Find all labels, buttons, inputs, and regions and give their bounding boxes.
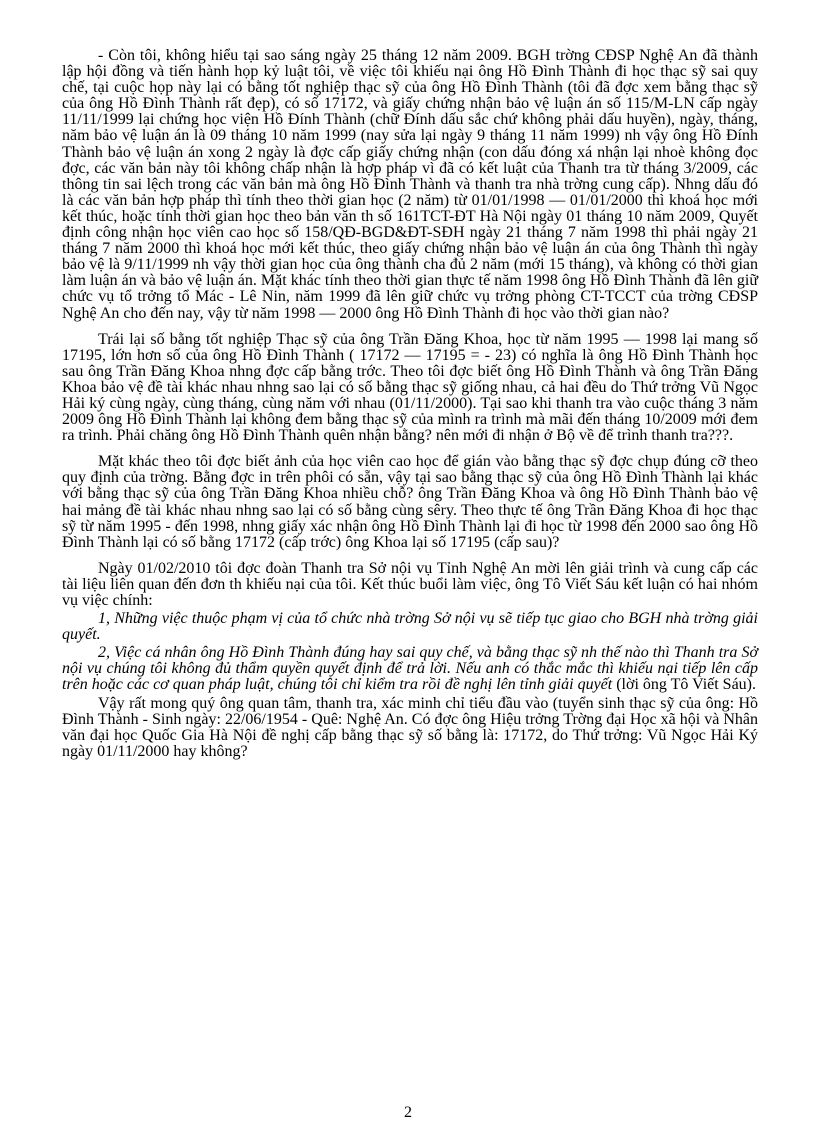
- paragraph-diploma-number: Trái lại số bằng tốt nghiệp Thạc sỹ của ông Trần Đăng Khoa, học từ năm 1995 — 1998 lại mang số 17195, lớn hơn số của ông Hồ Đình Thành ( 17172 — 17195 = - 23) có nghĩa là ông Hồ Đình Thành học sau ông Trần Đăng Khoa nhng đợc cấp bằng trớc. Theo tôi đợc biết ông Hồ Đình Thành và ông Trần Đăng Khoa bảo vệ đề tài khác nhau nhng sao lại có số bằng thạc sỹ giống nhau, cả hai đều do Thứ trởng Vũ Ngọc Hải ký cùng ngày, cùng tháng, cùng năm với nhau (01/11/2000). Tại sao khi thanh tra vào cuộc tháng 3 năm 2009 ông Hồ Đình Thành lại không đem bằng thạc sỹ của mình ra trình mà mãi đến tháng 10/2009 mới đem ra trình. Phải chăng ông Hồ Đình Thành quên nhận bằng? nên mới đi nhận ở Bộ về để trình thanh tra???.: [62, 330, 758, 445]
- conclusion-item-2-attribution: (lời ông Tô Viết Sáu).: [612, 676, 757, 694]
- conclusion-item-2-text: 2, Việc cá nhân ông Hồ Đình Thành đúng hay sai quy chế, và bằng thạc sỹ nh thế nào thì Thanh tra Sở nội vụ chúng tôi không đủ thẩm quyền quyết định để trả lời. Nếu anh có thắc mắc thì khiếu nại tiếp lên cấp trên hoặc các cơ quan pháp luật, chúng tôi chỉ kiểm tra rồi đề nghị lên tỉnh giải quyết: [62, 644, 758, 694]
- paragraph-final-request: Vậy rất mong quý ông quan tâm, thanh tra, xác minh chỉ tiểu đầu vào (tuyển sinh thạc sỹ của ông: Hồ Đình Thành - Sinh ngày: 22/06/1954 - Quê: Nghệ An. Có đợc ông Hiệu trởng Trờng đại Học xã hội và Nhân văn đại học Quốc Gia Hà Nội đề nghị cấp bằng thạc sỹ số bằng là: 17172, do Thứ trởng: Vũ Ngọc Hải Ký ngày 01/11/2000 hay không?: [62, 694, 758, 760]
- conclusion-item-2: [62, 645, 758, 693]
- page-number: 2: [404, 1104, 412, 1121]
- conclusion-item-1: 1, Những việc thuộc phạm vị của tổ chức nhà trờng Sở nội vụ sẽ tiếp tục giao cho BGH nhà trờng giải quyết.: [62, 610, 758, 644]
- paragraph-photo-diploma: Mặt khác theo tôi đợc biết ảnh của học viên cao học để gián vào bằng thạc sỹ đợc chụp đúng cỡ theo quy định của trờng. Bằng đợc in trên phôi có sẵn, vậy tại sao bằng thạc sỹ của ông Hồ Đình Thành lại khác với bằng thạc sỹ của ông Trần Đăng Khoa nhiều chỗ? ông Trần Đăng Khoa và ông Hồ Đình Thành bảo vệ hai mảng đề tài khác nhau nhng sao lại có số bằng cùng sêry. Theo thực tế ông Trần Đăng Khoa đi học thạc sỹ từ năm 1995 - đến 1998, nhng giấy xác nhận ông Hồ Đình Thành lại đi học từ 1998 đến 2000 sao ông Hồ Đình Thành lại có số bằng 17172 (cấp trớc) ông Khoa lại số 17195 (cấp sau)?: [62, 453, 758, 551]
- paragraph-inspection-meeting: Ngày 01/02/2010 tôi đợc đoàn Thanh tra Sở nội vụ Tỉnh Nghệ An mời lên giải trình và cung cấp các tài liệu liên quan đến đơn th khiếu nại của tôi. Kết thúc buổi làm việc, ông Tô Viết Sáu kết luận có hai nhóm vụ việc chính:: [62, 559, 758, 609]
- paragraph-complaint-details: - Còn tôi, không hiểu tại sao sáng ngày 25 tháng 12 năm 2009. BGH trờng CĐSP Nghệ An đã thành lập hội đồng và tiến hành họp kỷ luật tôi, về việc tôi khiếu nại ông Hồ Đình Thành đi học thạc sỹ sai quy chế, tại cuộc họp này lại có bằng tốt nghiệp thạc sỹ của ông Hồ Đình Thành (tôi đã đợc xem bằng thạc sỹ của ông Hồ Đình Thành rất đẹp), có số 17172, và giấy chứng nhận bảo vệ luận án số 115/M-LN cấp ngày 11/11/1999 lại chứng học viện Hồ Đính Thành (chữ Đính dấu sắc chứ không phải dấu huyền), ngày, tháng, năm bảo vệ luận án là 09 tháng 10 năm 1999 (nay sửa lại ngày 9 tháng 11 năm 1999) nh vậy ông Hồ Đính Thành bảo vệ luận án xong 2 ngày là đợc cấp giấy chứng nhận (con dấu đóng xá nhận lại nhoè không đọc đợc, các văn bản này tôi không chấp nhận là hợp pháp vì đã có kết luật của Thanh tra từ tháng 3/2009, các thông tin sai lệch trong các văn bản mà ông Hồ Đình Thành và thanh tra nhà trờng cung cấp). Nhng dấu đó là các văn bản hợp pháp thì tính theo thời gian học (2 năm) từ 01/01/1998 — 01/01/2000 thì khoá học mới kết thúc, hoặc tính thời gian học theo bản văn th số 161TCT-ĐT Hà Nội ngày 01 tháng 10 năm 2009, Quyết định công nhận học viên cao học số 158/QĐ-BGD&ĐT-SĐH ngày 21 tháng 7 năm 1998 thì phải ngày 21 tháng 7 năm 2000 thì khoá học mới kết thúc, theo giấy chứng nhận bảo vệ luận án của ông Thành thì ngày bảo vệ là 9/11/1999 nh vậy thời gian học của ông thành cha đủ 2 năm (mới 15 tháng), và không có thời gian làm luận án và bảo vệ luận án. Mặt khác tính theo thời gian thực tế năm 1998 ông Hồ Đình Thành đã lên giữ chức vụ tổ trởng tổ Mác - Lê Nin, năm 1999 đã lên giữ chức vụ trởng phòng CT-TCCT của trờng CĐSP Nghệ An cho đến nay, vậy từ năm 1998 — 2000 ông Hồ Đình Thành đi học vào thời gian nào?: [62, 47, 758, 322]
